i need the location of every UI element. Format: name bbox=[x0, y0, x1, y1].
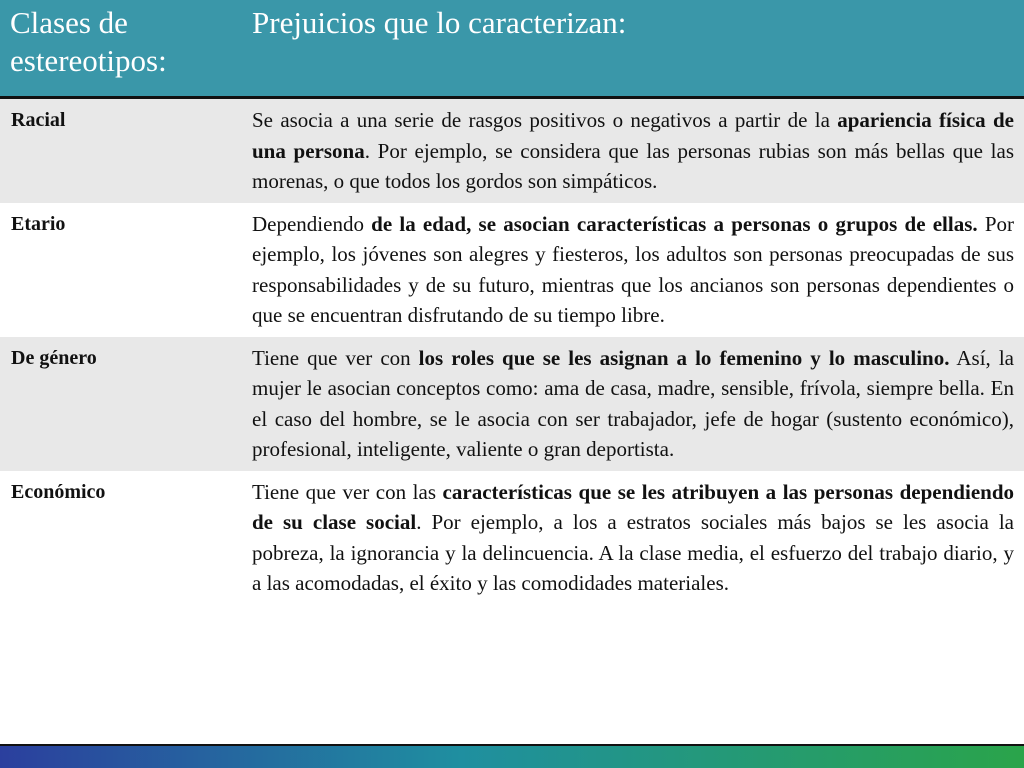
row-description-economico bbox=[240, 471, 1024, 605]
row-class-genero: De género bbox=[0, 337, 240, 471]
desc-bold: características que se les atribuyen a las personas dependiendo de su clase social bbox=[252, 479, 1015, 534]
table-row bbox=[0, 471, 1024, 605]
desc-text: Tiene que ver con bbox=[252, 345, 419, 370]
desc-text: . Por ejemplo, a los a estratos sociales más bajos se les asocia la pobreza, la ignorancia y la delincuencia. A la clase media, el esfuerzo del trabajo diario, y a las acomodadas, el éxito y las comodidades materiales. bbox=[252, 510, 1014, 595]
footer-gradient-bar bbox=[0, 746, 1024, 768]
row-class-economico: Económico bbox=[0, 471, 240, 605]
table-header-row bbox=[0, 0, 1024, 98]
row-description-etario bbox=[240, 203, 1024, 337]
desc-bold: apariencia física de una persona bbox=[252, 108, 1014, 163]
table-row bbox=[0, 337, 1024, 471]
header-col-prejudices: Prejuicios que lo caracterizan: bbox=[240, 0, 1024, 98]
header-col-classes: Clases de estereotipos: bbox=[0, 0, 240, 98]
desc-text: . Por ejemplo, se considera que las personas rubias son más bellas que las morenas, o que todos los gordos son simpáticos. bbox=[252, 138, 1014, 193]
desc-bold: los roles que se les asignan a lo femenino y lo masculino. bbox=[418, 345, 950, 370]
row-class-etario: Etario bbox=[0, 203, 240, 337]
desc-text: Tiene que ver con las bbox=[252, 479, 443, 504]
desc-text: Se asocia a una serie de rasgos positivos o negativos a partir de la bbox=[252, 108, 838, 132]
row-class-racial: Racial bbox=[0, 98, 240, 203]
table-row bbox=[0, 98, 1024, 203]
table-row bbox=[0, 203, 1024, 337]
desc-text: Por ejemplo, los jóvenes son alegres y fiesteros, los adultos son personas preocupadas de sus responsabilidades y de su futuro, mientras que los ancianos son personas dependientes o que se encuentran disfrutando de su tiempo libre. bbox=[252, 211, 1014, 327]
row-description-genero bbox=[240, 337, 1024, 471]
desc-text: Así, la mujer le asocian conceptos como: ama de casa, madre, sensible, frívola, siempre bella. En el caso del hombre, se le asocia con ser trabajador, jefe de hogar (sustento económico), profesional, inteligente, valiente o gran deportista. bbox=[252, 345, 1014, 461]
desc-text: Dependiendo bbox=[252, 211, 372, 236]
row-description-racial bbox=[240, 98, 1024, 203]
desc-bold: de la edad, se asocian características a personas o grupos de ellas. bbox=[371, 211, 978, 236]
